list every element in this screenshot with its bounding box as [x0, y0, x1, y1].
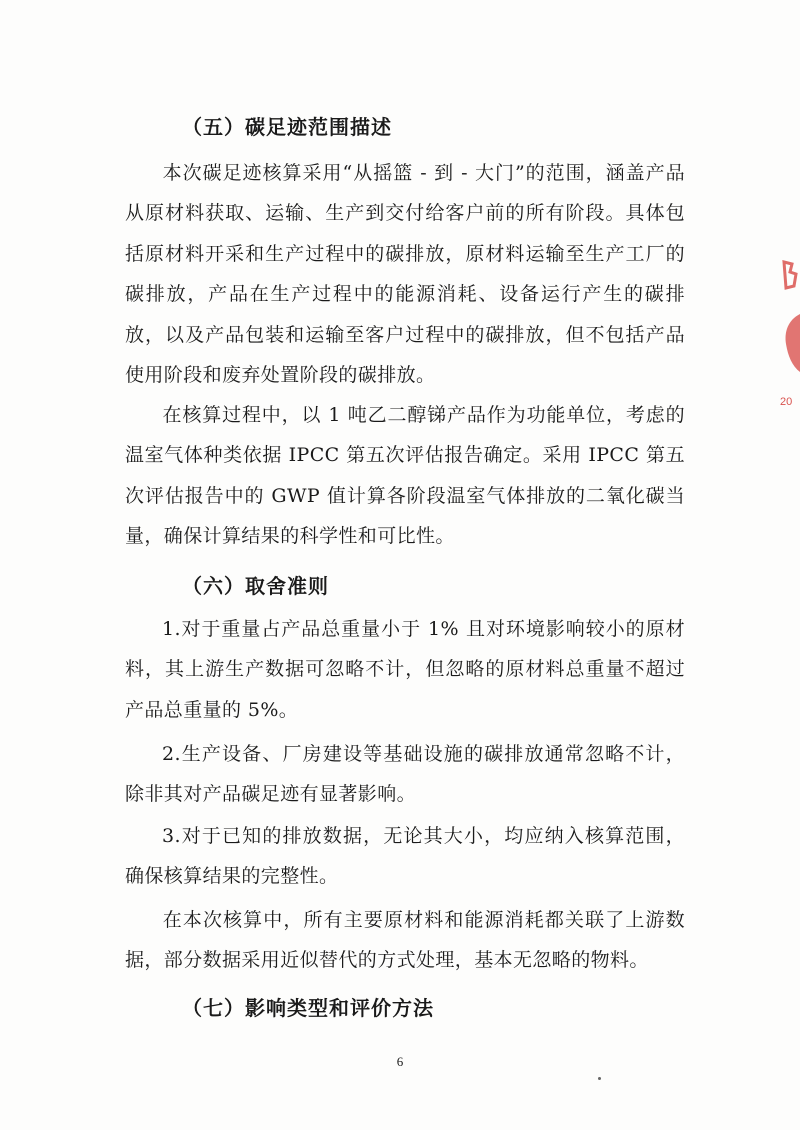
paragraph-text: 本次碳足迹核算采用“从摇篮 - 到 - 大门”的范围，涵盖产品从原材料获取、运输、生产到交付给客户前的所有阶段。具体包括原材料开采和生产过程中的碳排放，原材料运输至生产工厂的碳排放，产品在生产过程中的能源消耗、设备运行产生的碳排放，以及产品包装和运输至客户过程中的碳排放，但不包括产品使用阶段和废弃处置阶段的碳排放。 [125, 162, 685, 387]
seal-stamp-fragment [778, 258, 800, 292]
section-heading-5: （五）碳足迹范围描述 [182, 115, 392, 139]
section-heading-6: （六）取舍准则 [182, 574, 329, 598]
section-heading-7: （七）影响类型和评价方法 [182, 996, 434, 1020]
svg-text:20: 20 [780, 396, 793, 408]
page-number: 6 [396, 1054, 404, 1069]
paragraph-cutoff-rule-2 [125, 734, 685, 815]
paragraph-functional-unit [125, 395, 685, 557]
paragraph-text: 1.对于重量占产品总重量小于 1% 且对环境影响较小的原材料，其上游生产数据可忽略不计，但忽略的原材料总重量不超过产品总重量的 5%。 [125, 618, 685, 721]
paragraph-cutoff-rule-1 [125, 609, 685, 730]
paragraph-text: 在核算过程中，以 1 吨乙二醇锑产品作为功能单位，考虑的温室气体种类依据 IPCC 第五次评估报告确定。采用 IPCC 第五次评估报告中的 GWP 值计算各阶段温室气体排放的二氧化碳当量，确保计算结果的科学性和可比性。 [125, 404, 685, 548]
paragraph-text: 在本次核算中，所有主要原材料和能源消耗都关联了上游数据，部分数据采用近似替代的方式处理，基本无忽略的物料。 [125, 909, 685, 972]
seal-stamp-fragment [778, 392, 800, 410]
paragraph-cutoff-summary [125, 900, 685, 981]
paragraph-text: 2.生产设备、厂房建设等基础设施的碳排放通常忽略不计，除非其对产品碳足迹有显著影响。 [125, 743, 685, 806]
scan-speck [598, 1077, 601, 1080]
paragraph-cutoff-rule-3 [125, 816, 685, 897]
paragraph-scope [125, 153, 685, 395]
paragraph-text: 3.对于已知的排放数据，无论其大小，均应纳入核算范围，确保核算结果的完整性。 [125, 825, 685, 888]
seal-stamp-fragment [778, 312, 800, 374]
